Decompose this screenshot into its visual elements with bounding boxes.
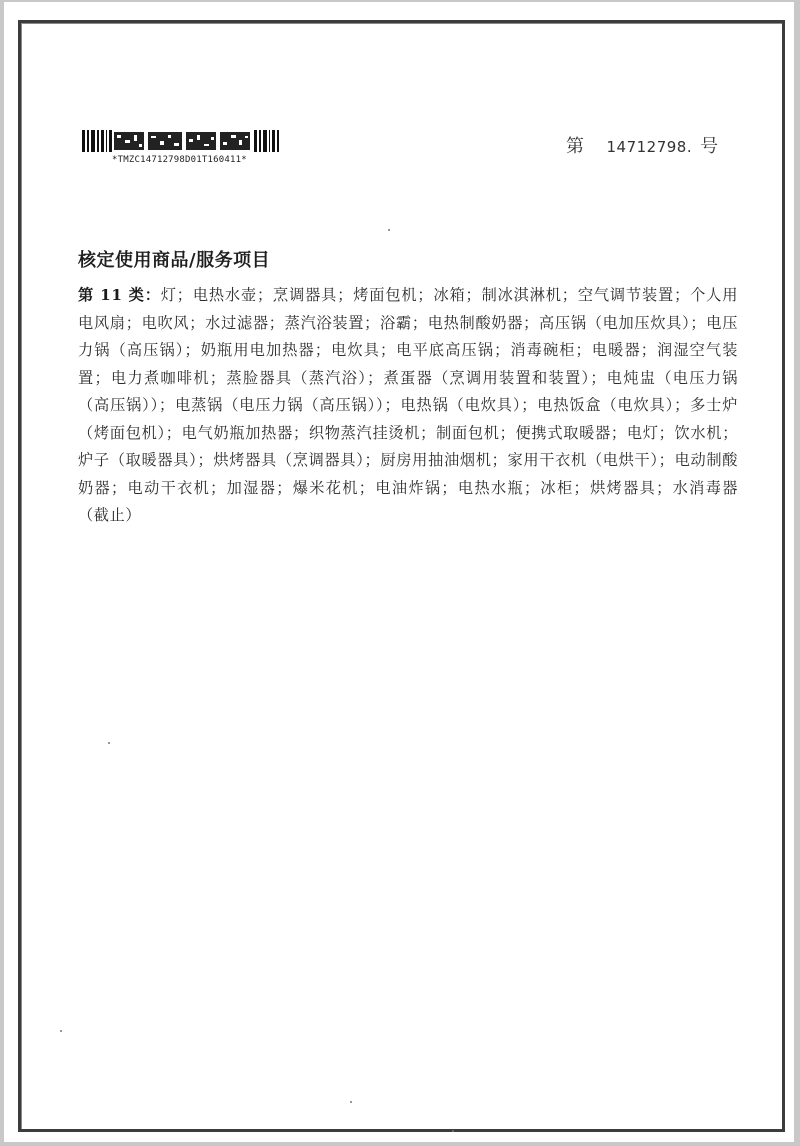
goods-items-text: 灯；电热水壶；烹调器具；烤面包机；冰箱；制冰淇淋机；空气调节装置；个人用电风扇；电吹风；水过滤器；蒸汽浴装置；浴霸；电热制酸奶器；高压锅（电加压炊具）；电压力锅（高压锅）；奶瓶用电加热器；电炊具；电平底高压锅；消毒碗柜；电暖器；润湿空气装置；电力煮咖啡机；蒸脸器具（蒸汽浴）；煮蛋器（烹调用装置和装置）；电炖盅（电压力锅（高压锅））；电蒸锅（电压力锅（高压锅））；电热锅（电炊具）；电热饭盒（电炊具）；多士炉（烤面包机）；电气奶瓶加热器；织物蒸汽挂烫机；制面包机；便携式取暖器；电灯；饮水机；炉子（取暖器具）；烘烤器具（烹调器具）；厨房用抽油烟机；家用干衣机（电烘干）；电动制酸奶器；电动干衣机；加湿器；爆米花机；电油炸锅；电热水瓶；冰柜；烘烤器具；水消毒器（截止） — [78, 286, 738, 524]
registration-number-value: 14712798. — [606, 138, 693, 156]
scan-speck — [60, 1030, 62, 1032]
barcode-bars — [82, 128, 282, 154]
scan-speck — [388, 229, 390, 231]
document-border — [18, 20, 785, 1132]
registration-suffix: 号 — [700, 136, 719, 157]
scan-speck — [452, 1130, 454, 1132]
goods-class-label: 第 11 类： — [78, 286, 161, 304]
goods-list — [78, 282, 738, 530]
barcode-code-text: *TMZC14712798D01T160411* — [112, 155, 247, 165]
section-title: 核定使用商品/服务项目 — [78, 250, 271, 271]
barcode — [82, 128, 282, 170]
scan-speck — [350, 1101, 352, 1103]
registration-number — [566, 132, 719, 158]
scan-speck — [108, 742, 110, 744]
registration-prefix: 第 — [566, 136, 585, 157]
